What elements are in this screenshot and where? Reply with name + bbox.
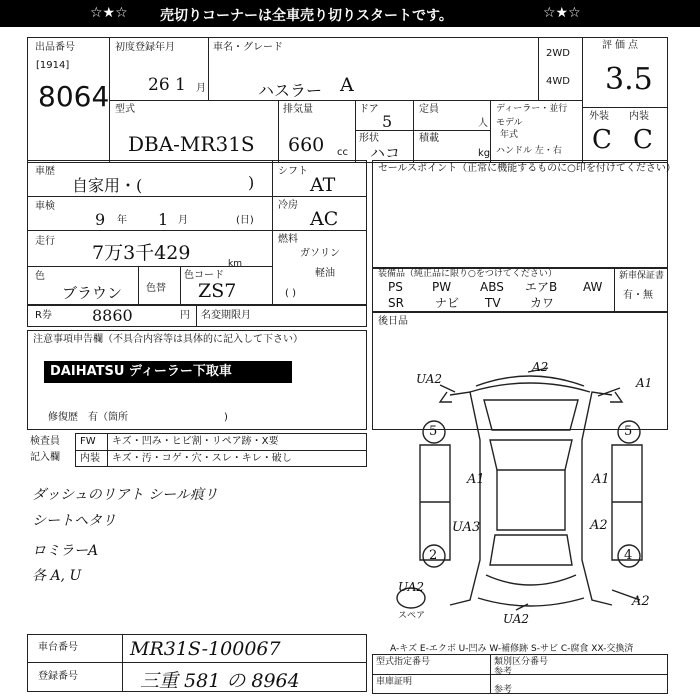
int-inspect-label: 内装 (80, 453, 100, 464)
inspection-month-unit: 月 (178, 215, 188, 226)
load-label: 積載 (419, 133, 439, 144)
vehicle-type-label: 車歴 (35, 166, 55, 177)
diag-ua3: UA3 (452, 520, 481, 535)
vehicle-type-value: 自家用・( (72, 176, 143, 195)
post-label: 後日品 (378, 316, 408, 327)
load-unit: kg (478, 148, 491, 159)
color-value: ブラウン (62, 284, 123, 302)
score-label: 評価点 (602, 40, 641, 51)
post-box (372, 312, 668, 430)
displacement-value: 660 (288, 134, 325, 156)
lot-code: [1914] (36, 60, 70, 71)
registration-value: 26 1 (148, 75, 186, 95)
model-year-label: モデル (496, 118, 523, 128)
registration-month-unit: 月 (196, 83, 206, 94)
equip-sr: SR (388, 296, 404, 310)
displacement-unit: cc (337, 147, 348, 158)
diag-a2-top: A2 (532, 360, 549, 374)
inspection-day-unit: (日) (236, 215, 254, 226)
ref-label-1: 参考 (494, 667, 513, 677)
dealer-parallel-label: ディーラー・並行 (496, 104, 568, 114)
car-label: 車名・グレード (213, 42, 283, 53)
inspection-label: 車検 (35, 201, 55, 212)
equip-tv: TV (485, 296, 501, 310)
score-value: 3.5 (605, 62, 653, 97)
inspection-year-unit: 年 (117, 215, 127, 226)
type-spec-label: 型式指定番号 (376, 657, 431, 667)
inspector-label2: 記入欄 (30, 452, 60, 463)
mileage-label: 走行 (35, 236, 55, 247)
drive-4wd: 4WD (546, 76, 570, 87)
diag-tire-rr: 4 (624, 548, 633, 563)
drive-2wd: 2WD (546, 48, 570, 59)
lot-number: 8064 (38, 80, 110, 113)
fw-label: FW (80, 436, 96, 447)
diag-a1-left: A1 (467, 472, 485, 487)
tax-label: 名変期限月 (201, 310, 251, 321)
shift-value: AT (310, 174, 336, 196)
warranty-label: 新車保証書 (619, 271, 665, 281)
banner-stars-left: ☆★☆ (90, 5, 128, 21)
equip-abs: ABS (480, 280, 504, 294)
warranty-value: 有・無 (623, 290, 653, 301)
doors-value: 5 (382, 112, 393, 131)
fw-items: キズ・凹み・ヒビ割・リペア跡・X要 (112, 436, 279, 447)
displacement-label: 排気量 (283, 104, 313, 115)
mileage-unit: km (228, 259, 242, 269)
plate-label: 登録番号 (38, 671, 78, 682)
ext-label: 外装 (589, 111, 609, 122)
capacity-label: 定員 (419, 104, 439, 115)
vehicle-type-close: ) (248, 173, 255, 192)
model-label: 型式 (115, 104, 135, 115)
category-label: 類別区分番号 (494, 657, 549, 667)
car-grade: A (340, 74, 354, 96)
sales-point-box (372, 160, 668, 268)
diag-a1-topright: A1 (636, 376, 653, 390)
model-value: DBA-MR31S (128, 132, 255, 156)
int-score: C (633, 125, 653, 155)
inspector-label1: 検査員 (30, 436, 60, 447)
color-change-label: 色替 (146, 283, 166, 294)
diag-ua2-bottom: UA2 (503, 612, 530, 626)
garage-label: 車庫証明 (376, 677, 413, 687)
year-label: 年式 (500, 130, 519, 140)
equipment-label: 装備品（純正品に限り○をつけてください） (378, 269, 557, 279)
inspection-year: 9 (95, 210, 106, 229)
fuel-paren: ( ) (285, 288, 296, 299)
fuel-label: 燃料 (278, 234, 298, 245)
shape-label: 形状 (359, 133, 379, 144)
ext-score: C (592, 125, 612, 155)
handle-label: ハンドル 左・右 (496, 146, 562, 156)
recycle-unit: 円 (180, 310, 190, 321)
recycle-label: R券 (35, 310, 52, 321)
note-line-2: シートヘタリ (32, 513, 116, 529)
inspection-month: 1 (158, 210, 169, 229)
int-label: 内装 (629, 111, 649, 122)
top-banner (0, 0, 700, 27)
fuel-gas: ガソリン (300, 248, 340, 259)
dealer-banner: DAIHATSU ディーラー下取車 (44, 361, 292, 383)
int-inspect-items: キズ・汚・コゲ・穴・スレ・キレ・破し (112, 453, 292, 464)
capacity-unit: 人 (478, 118, 488, 129)
color-code: ZS7 (198, 280, 237, 302)
color-code-label: 色コード (184, 270, 224, 281)
note-line-3: ロミラーA (32, 543, 99, 559)
diag-tire-fr: 5 (624, 424, 633, 439)
equip-airbag: エアB (525, 280, 558, 294)
note-line-4: 各 A, U (32, 568, 82, 584)
ac-value: AC (310, 208, 339, 230)
chassis-label: 車台番号 (38, 642, 78, 653)
banner-stars-right: ☆★☆ (543, 5, 581, 21)
notes-label: 注意事項申告欄（不具合内容等は具体的に記入して下さい） (33, 334, 303, 345)
car-name: ハスラー (258, 81, 323, 100)
lot-label: 出品番号 (35, 42, 75, 53)
equip-aw: AW (583, 280, 603, 294)
diag-a1-right: A1 (592, 472, 610, 487)
equip-pw: PW (432, 280, 452, 294)
repair-history: 修復歴 有（箇所 (48, 412, 128, 423)
damage-legend: A-キズ E-エクボ U-凹み W-補修跡 S-サビ C-腐食 XX-交換済 (390, 644, 634, 654)
diag-tire-rl: 2 (429, 548, 438, 563)
diag-a2-bottomright: A2 (632, 594, 650, 609)
registration-label: 初度登録年月 (115, 42, 175, 53)
note-line-1: ダッシュのリアト シール痕リ (32, 487, 218, 503)
equip-leather: カワ (530, 296, 555, 310)
doors-label: ドア (359, 104, 379, 115)
color-label: 色 (35, 271, 45, 282)
recycle-row (27, 305, 367, 327)
ref-label-2: 参考 (494, 685, 513, 695)
equip-ps: PS (388, 280, 403, 294)
shape-value: ハコ (370, 144, 401, 162)
fuel-diesel: 軽油 (315, 268, 335, 279)
sales-point-label: セールスポイント（正常に機能するものに○印を付けてください） (378, 163, 676, 174)
diag-a2-right: A2 (590, 518, 608, 533)
plate-number: 三重 581 の 8964 (140, 670, 300, 692)
mileage-value: 7万3千429 (92, 242, 191, 264)
ac-label: 冷房 (278, 200, 298, 211)
repair-close: ) (224, 412, 228, 423)
diag-spare-label: スペア (398, 611, 426, 621)
chassis-number: MR31S-100067 (130, 638, 281, 660)
diag-tire-fl: 5 (429, 424, 438, 439)
diag-ua2-top: UA2 (416, 372, 443, 386)
shift-label: シフト (278, 166, 308, 177)
equip-navi: ナビ (435, 296, 460, 310)
banner-text: 売切りコーナーは全車売り切りスタートです。 (160, 8, 453, 24)
diag-ua2-bottomleft: UA2 (398, 580, 425, 594)
recycle-value: 8860 (92, 306, 133, 325)
